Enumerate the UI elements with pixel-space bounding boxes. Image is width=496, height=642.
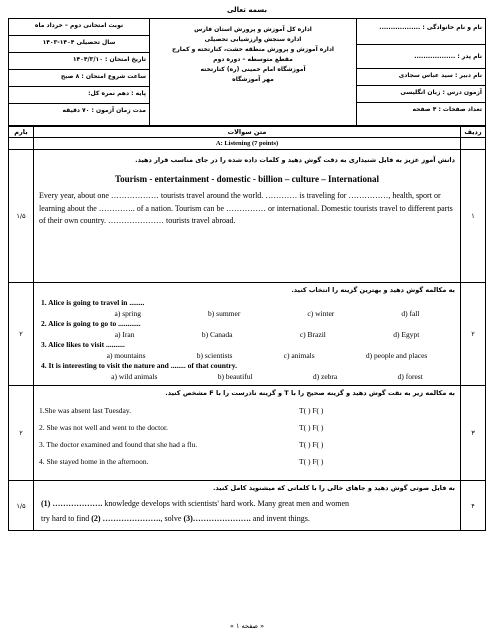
question-3-instruction: به مکالمه زیر به نقت گوش دهید و گزینه صحیح را با T و گزینه نادرست را با F مشخص کنید.	[165, 389, 455, 397]
question-4-mark: ۱/۵	[9, 481, 34, 531]
option[interactable]: d) people and places	[365, 350, 428, 360]
q4-text-part: knowledge develops with scientists' hard work. Many great men and women	[102, 499, 350, 508]
tf-choice[interactable]: T( ) F( )	[299, 423, 324, 432]
school-year: سال تحصیلی ۱۴۰۴-۱۴۰۳	[9, 36, 149, 53]
tf-choice[interactable]: T( ) F( )	[299, 406, 324, 415]
question-4	[9, 481, 486, 531]
blank-1[interactable]: (1) ……………….	[41, 499, 103, 508]
tf-choice[interactable]: T( ) F( )	[299, 440, 324, 449]
tf-row	[35, 436, 459, 453]
grade-total: پایه : دهم نمره کل:	[9, 87, 149, 104]
option[interactable]: c) animals	[283, 350, 315, 360]
question-2-item-1: 1. Alice is going to travel in ........	[41, 298, 145, 307]
option[interactable]: a) Iran	[114, 329, 135, 339]
header-left-info	[9, 19, 150, 126]
option[interactable]: d) Egypt	[393, 329, 420, 339]
option[interactable]: b) Canada	[201, 329, 233, 339]
office-line-4: مقطع متوسطه – دوره دوم	[213, 56, 293, 63]
question-2-item-1-options	[41, 309, 453, 320]
office-line-3: اداره آموزش و پرورش منطقه خشت، کنارتخته و کمارج	[172, 46, 334, 53]
tf-statement: 3. The doctor examined and found that she had a flu.	[39, 440, 198, 449]
option[interactable]: a) mountains	[106, 350, 146, 360]
number-column-header: ردیف	[461, 127, 486, 138]
section-a-title: A: Listening (7 points)	[34, 138, 461, 150]
question-2-item-3: 3. Alice likes to visit ..........	[41, 340, 125, 349]
question-2-item-3-options	[41, 351, 453, 362]
question-1-number: ۱	[461, 150, 486, 283]
question-2-item-4-options	[41, 372, 453, 383]
option[interactable]: d) zebra	[312, 371, 338, 381]
q4-text-part: , solve	[160, 514, 184, 523]
option[interactable]: c) Brazil	[299, 329, 326, 339]
office-line-1: اداره کل آموزش و پرورش استان فارس	[194, 26, 312, 33]
word-bank: Tourism - entertainment - domestic - billion – culture – International	[115, 174, 379, 184]
option[interactable]: a) wild animals	[111, 371, 158, 381]
question-2-number: ۲	[461, 283, 486, 386]
option[interactable]: d) forest	[397, 371, 423, 381]
course-name: آزمون درس : زبان انگلیسی	[357, 86, 485, 103]
tf-statement: 1.She was absent last Tuesday.	[39, 406, 132, 415]
question-1	[9, 150, 486, 283]
exam-paper	[8, 6, 486, 634]
tf-statement: 2. She was not well and went to the doctor.	[39, 423, 168, 432]
tf-row	[35, 419, 459, 436]
question-2-item-2-options	[41, 330, 453, 341]
school-name: آموزشگاه امام خمینی (ره) کنارتخته	[200, 66, 306, 73]
exam-start-time: ساعت شروع امتحان : ۸ صبح	[9, 70, 149, 87]
question-3-mark: ۲	[9, 386, 34, 481]
question-2-items	[35, 296, 459, 384]
option[interactable]: c) winter	[307, 308, 335, 318]
tf-statement: 4. She stayed home in the afternoon.	[39, 457, 149, 466]
question-1-mark: ۱/۵	[9, 150, 34, 283]
question-2	[9, 283, 486, 386]
question-2-instruction: به مکالمه گوش دهید و بهترین گزینه را انتخاب کنید.	[291, 286, 455, 294]
q4-text-part: and invent things.	[250, 514, 310, 523]
option[interactable]: b) scientists	[196, 350, 233, 360]
office-line-2: اداره سنجش وارزشیابی تحصیلی	[204, 36, 302, 43]
tf-row	[35, 402, 459, 419]
blank-2[interactable]: (2) ………………….	[91, 514, 161, 523]
option[interactable]: a) spring	[114, 308, 141, 318]
father-name-field: نام پدر : ..................	[357, 45, 485, 69]
question-2-mark: ۲	[9, 283, 34, 386]
question-1-instruction: دانش آموز عزیز به فایل شنیداری به دقت گوش دهید و کلمات داده شده را در جای مناسب قرار دهید.	[135, 156, 455, 164]
question-1-paragraph: Every year, about one ……………… tourists travel around the world. ………… is traveling for ……………, health, sport or learning about the ………….. of a nation. Tourism can be …………… or international. Domestic tourists travel to different parts of their own country. ………………… tourists travel abroad.	[39, 191, 453, 225]
header-right-info	[357, 19, 486, 126]
header-center-info	[150, 19, 357, 126]
questions-table	[8, 126, 486, 531]
question-3-number: ۳	[461, 386, 486, 481]
tf-choice[interactable]: T( ) F( )	[299, 457, 324, 466]
blank-3[interactable]: (3)………………….	[183, 514, 251, 523]
question-4-number: ۴	[461, 481, 486, 531]
exam-header	[8, 18, 486, 126]
option[interactable]: b) beautiful	[217, 371, 253, 381]
exam-date: تاریخ امتحان : ۱۴۰۴/۳/۱۰	[9, 53, 149, 70]
question-4-text	[35, 494, 459, 528]
tf-row	[35, 453, 459, 470]
question-3	[9, 386, 486, 481]
question-2-item-4: 4. It is interesting to visit the nature and ........ of that country.	[41, 361, 237, 370]
questions-column-header: متن سوالات	[34, 127, 461, 138]
bismillah: بسمه تعالی	[226, 6, 268, 14]
page-footer: « صفحه ۱ »	[229, 622, 265, 630]
question-2-item-2: 2. Alice is going to go to ............	[41, 319, 141, 328]
question-4-instruction: به فایل صوتی گوش دهید و جاهای خالی را با کلماتی که میشنوید کامل کنید.	[212, 484, 455, 492]
option[interactable]: b) summer	[208, 308, 241, 318]
exam-duration: مدت زمان آزمون : ۷۰ دقیقه	[62, 107, 146, 114]
mark-column-header: بارم	[9, 127, 34, 138]
teacher-name: نام دبیر : سید عباس سجادی	[357, 69, 485, 86]
option[interactable]: d) fall	[401, 308, 420, 318]
page-count: تعداد صفحات : ۴ صفحه	[412, 106, 482, 113]
q4-text-part: try hard to find	[41, 514, 92, 523]
exam-round: نوبت امتحانی دوم – خرداد ماه	[9, 19, 149, 36]
school-seal: مهر آموزشگاه	[232, 76, 274, 83]
student-name-field: نام و نام خانوادگی : ..................	[357, 19, 485, 45]
